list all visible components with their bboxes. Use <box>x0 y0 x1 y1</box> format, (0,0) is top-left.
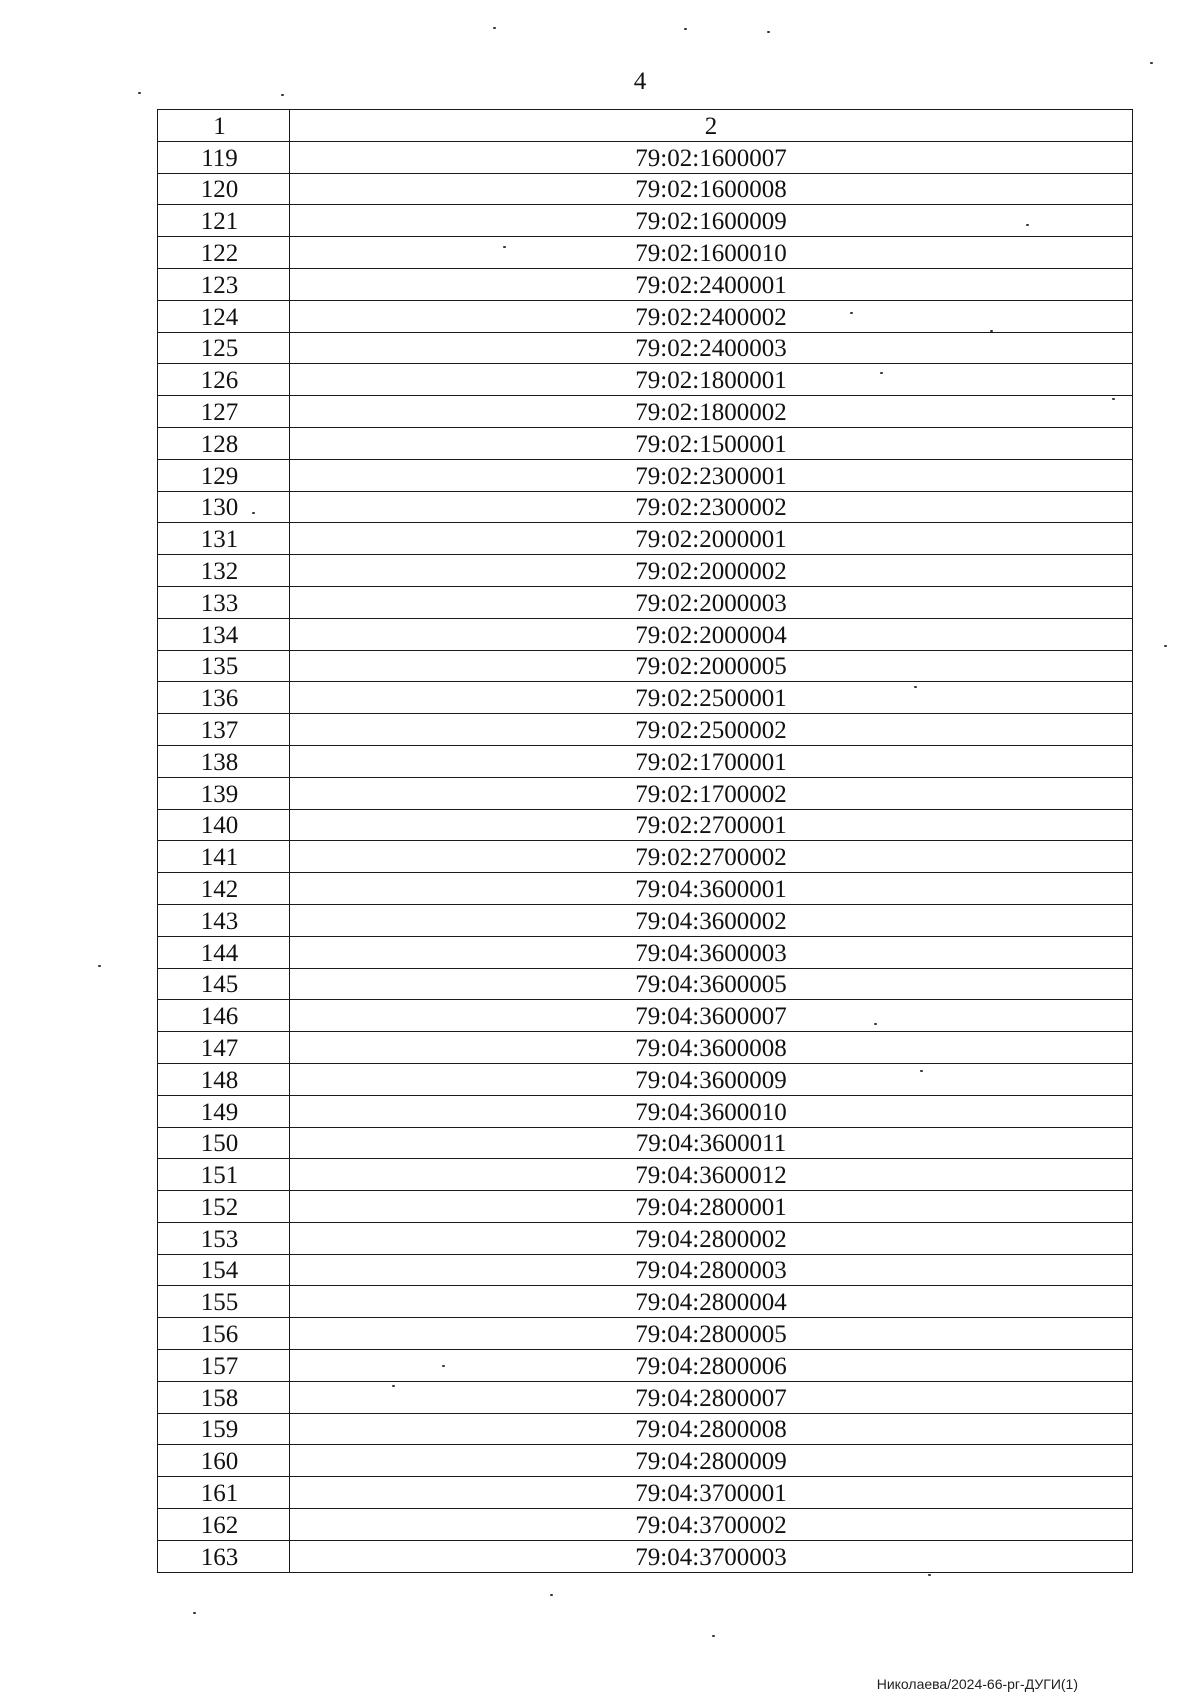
row-number-cell: 134 <box>158 618 290 650</box>
scan-speck <box>252 512 255 514</box>
row-number-cell: 143 <box>158 904 290 936</box>
table-row <box>158 682 1133 714</box>
cadastral-number-cell: 79:04:3600005 <box>290 968 1133 1000</box>
row-number-cell: 141 <box>158 841 290 873</box>
table-row <box>158 1477 1133 1509</box>
cadastral-table <box>157 109 1133 1573</box>
row-number-cell: 139 <box>158 777 290 809</box>
table-row <box>158 173 1133 205</box>
row-number-cell: 150 <box>158 1127 290 1159</box>
row-number-cell: 140 <box>158 809 290 841</box>
cadastral-number-cell: 79:02:1600008 <box>290 173 1133 205</box>
row-number-cell: 138 <box>158 745 290 777</box>
cadastral-number-cell: 79:02:2400001 <box>290 268 1133 300</box>
row-number-cell: 135 <box>158 650 290 682</box>
scan-speck <box>281 94 284 96</box>
table-row <box>158 1540 1133 1572</box>
cadastral-number-cell: 79:02:1600009 <box>290 205 1133 237</box>
cadastral-number-cell: 79:04:3600012 <box>290 1159 1133 1191</box>
cadastral-number-cell: 79:04:3700001 <box>290 1477 1133 1509</box>
column-header-cadastral: 2 <box>290 110 1133 142</box>
cadastral-number-cell: 79:02:2700002 <box>290 841 1133 873</box>
row-number-cell: 120 <box>158 173 290 205</box>
table-row <box>158 1445 1133 1477</box>
table-row <box>158 1254 1133 1286</box>
cadastral-number-cell: 79:04:3600002 <box>290 904 1133 936</box>
row-number-cell: 131 <box>158 523 290 555</box>
table-row <box>158 714 1133 746</box>
cadastral-number-cell: 79:02:1600007 <box>290 141 1133 173</box>
table-row <box>158 427 1133 459</box>
cadastral-number-cell: 79:04:3600001 <box>290 873 1133 905</box>
row-number-cell: 136 <box>158 682 290 714</box>
cadastral-number-cell: 79:02:1800002 <box>290 396 1133 428</box>
table-row <box>158 1350 1133 1382</box>
table-row <box>158 968 1133 1000</box>
scan-speck <box>442 1365 445 1367</box>
table-row <box>158 237 1133 269</box>
scan-speck <box>138 92 141 94</box>
cadastral-number-cell: 79:04:2800008 <box>290 1413 1133 1445</box>
table-row <box>158 745 1133 777</box>
scan-speck <box>928 1574 931 1576</box>
row-number-cell: 130 <box>158 491 290 523</box>
cadastral-number-cell: 79:02:2300002 <box>290 491 1133 523</box>
table-row <box>158 1063 1133 1095</box>
scan-speck <box>98 965 101 967</box>
scan-speck <box>1150 62 1153 64</box>
row-number-cell: 155 <box>158 1286 290 1318</box>
row-number-cell: 144 <box>158 936 290 968</box>
row-number-cell: 147 <box>158 1032 290 1064</box>
cadastral-number-cell: 79:04:2800001 <box>290 1191 1133 1223</box>
table-row <box>158 618 1133 650</box>
table-row <box>158 300 1133 332</box>
cadastral-number-cell: 79:02:2300001 <box>290 459 1133 491</box>
scan-speck <box>1026 224 1029 226</box>
cadastral-number-cell: 79:02:1600010 <box>290 237 1133 269</box>
row-number-cell: 161 <box>158 1477 290 1509</box>
table-row <box>158 491 1133 523</box>
scan-speck <box>503 246 506 248</box>
cadastral-number-cell: 79:04:2800009 <box>290 1445 1133 1477</box>
table-row <box>158 1127 1133 1159</box>
scan-speck <box>914 686 917 688</box>
cadastral-number-cell: 79:02:1800001 <box>290 364 1133 396</box>
column-header-number: 1 <box>158 110 290 142</box>
page-number-wrapper <box>0 68 1200 98</box>
table-body <box>158 141 1133 1572</box>
table-row <box>158 904 1133 936</box>
row-number-cell: 159 <box>158 1413 290 1445</box>
table-row <box>158 396 1133 428</box>
scan-speck <box>550 1594 553 1596</box>
table-header-row <box>158 110 1133 142</box>
cadastral-number-cell: 79:02:2500001 <box>290 682 1133 714</box>
row-number-cell: 148 <box>158 1063 290 1095</box>
row-number-cell: 145 <box>158 968 290 1000</box>
cadastral-number-cell: 79:04:3600003 <box>290 936 1133 968</box>
scan-speck <box>1164 645 1167 647</box>
page-number: 4 <box>633 68 647 95</box>
scan-speck <box>684 28 687 30</box>
table-row <box>158 873 1133 905</box>
cadastral-number-cell: 79:04:2800002 <box>290 1222 1133 1254</box>
scan-speck <box>850 312 853 314</box>
row-number-cell: 157 <box>158 1350 290 1382</box>
cadastral-number-cell: 79:04:2800004 <box>290 1286 1133 1318</box>
row-number-cell: 123 <box>158 268 290 300</box>
table-row <box>158 1000 1133 1032</box>
cadastral-number-cell: 79:04:2800006 <box>290 1350 1133 1382</box>
table-row <box>158 1413 1133 1445</box>
row-number-cell: 122 <box>158 237 290 269</box>
table-row <box>158 1509 1133 1541</box>
table-row <box>158 555 1133 587</box>
row-number-cell: 133 <box>158 586 290 618</box>
document-reference: Николаева/2024-66-рг-ДУГИ(1) <box>876 1676 1078 1692</box>
table-row <box>158 141 1133 173</box>
row-number-cell: 124 <box>158 300 290 332</box>
scan-speck <box>874 1023 877 1025</box>
cadastral-number-cell: 79:04:2800007 <box>290 1381 1133 1413</box>
cadastral-number-cell: 79:02:2400002 <box>290 300 1133 332</box>
scan-speck <box>990 330 993 332</box>
scan-speck <box>1112 398 1115 400</box>
cadastral-number-cell: 79:04:3700003 <box>290 1540 1133 1572</box>
scan-speck <box>193 1612 196 1614</box>
scan-speck <box>920 1070 923 1072</box>
table-row <box>158 459 1133 491</box>
table-row <box>158 332 1133 364</box>
cadastral-number-cell: 79:02:1700001 <box>290 745 1133 777</box>
row-number-cell: 152 <box>158 1191 290 1223</box>
cadastral-number-cell: 79:04:3600009 <box>290 1063 1133 1095</box>
row-number-cell: 162 <box>158 1509 290 1541</box>
table-row <box>158 1318 1133 1350</box>
row-number-cell: 146 <box>158 1000 290 1032</box>
row-number-cell: 160 <box>158 1445 290 1477</box>
cadastral-number-cell: 79:04:3600007 <box>290 1000 1133 1032</box>
table-row <box>158 650 1133 682</box>
row-number-cell: 132 <box>158 555 290 587</box>
row-number-cell: 151 <box>158 1159 290 1191</box>
row-number-cell: 137 <box>158 714 290 746</box>
row-number-cell: 129 <box>158 459 290 491</box>
table-row <box>158 205 1133 237</box>
cadastral-number-cell: 79:02:2000004 <box>290 618 1133 650</box>
cadastral-number-cell: 79:04:3600011 <box>290 1127 1133 1159</box>
cadastral-number-cell: 79:04:2800005 <box>290 1318 1133 1350</box>
table-row <box>158 268 1133 300</box>
cadastral-number-cell: 79:02:2000003 <box>290 586 1133 618</box>
table-row <box>158 841 1133 873</box>
table-row <box>158 936 1133 968</box>
cadastral-number-cell: 79:04:3600010 <box>290 1095 1133 1127</box>
row-number-cell: 128 <box>158 427 290 459</box>
row-number-cell: 156 <box>158 1318 290 1350</box>
table-row <box>158 1191 1133 1223</box>
table-row <box>158 364 1133 396</box>
cadastral-number-cell: 79:02:2400003 <box>290 332 1133 364</box>
table-row <box>158 586 1133 618</box>
table-row <box>158 1381 1133 1413</box>
table-row <box>158 523 1133 555</box>
row-number-cell: 126 <box>158 364 290 396</box>
row-number-cell: 154 <box>158 1254 290 1286</box>
scan-speck <box>493 27 496 29</box>
row-number-cell: 142 <box>158 873 290 905</box>
cadastral-number-cell: 79:02:2700001 <box>290 809 1133 841</box>
table-row <box>158 1159 1133 1191</box>
cadastral-number-cell: 79:04:3600008 <box>290 1032 1133 1064</box>
table-row <box>158 1095 1133 1127</box>
table-row <box>158 1222 1133 1254</box>
scan-speck <box>392 1385 395 1387</box>
scan-speck <box>712 1635 715 1637</box>
row-number-cell: 119 <box>158 141 290 173</box>
cadastral-number-cell: 79:02:1500001 <box>290 427 1133 459</box>
cadastral-number-cell: 79:02:2000001 <box>290 523 1133 555</box>
cadastral-number-cell: 79:04:3700002 <box>290 1509 1133 1541</box>
table-row <box>158 809 1133 841</box>
scan-speck <box>880 372 883 374</box>
footer <box>0 1676 1200 1696</box>
row-number-cell: 158 <box>158 1381 290 1413</box>
row-number-cell: 127 <box>158 396 290 428</box>
cadastral-number-cell: 79:02:2500002 <box>290 714 1133 746</box>
table-row <box>158 777 1133 809</box>
scan-speck <box>767 31 770 33</box>
row-number-cell: 149 <box>158 1095 290 1127</box>
cadastral-number-cell: 79:02:1700002 <box>290 777 1133 809</box>
cadastral-number-cell: 79:02:2000005 <box>290 650 1133 682</box>
row-number-cell: 153 <box>158 1222 290 1254</box>
table-row <box>158 1032 1133 1064</box>
row-number-cell: 125 <box>158 332 290 364</box>
row-number-cell: 163 <box>158 1540 290 1572</box>
cadastral-number-cell: 79:04:2800003 <box>290 1254 1133 1286</box>
table-row <box>158 1286 1133 1318</box>
row-number-cell: 121 <box>158 205 290 237</box>
cadastral-number-cell: 79:02:2000002 <box>290 555 1133 587</box>
